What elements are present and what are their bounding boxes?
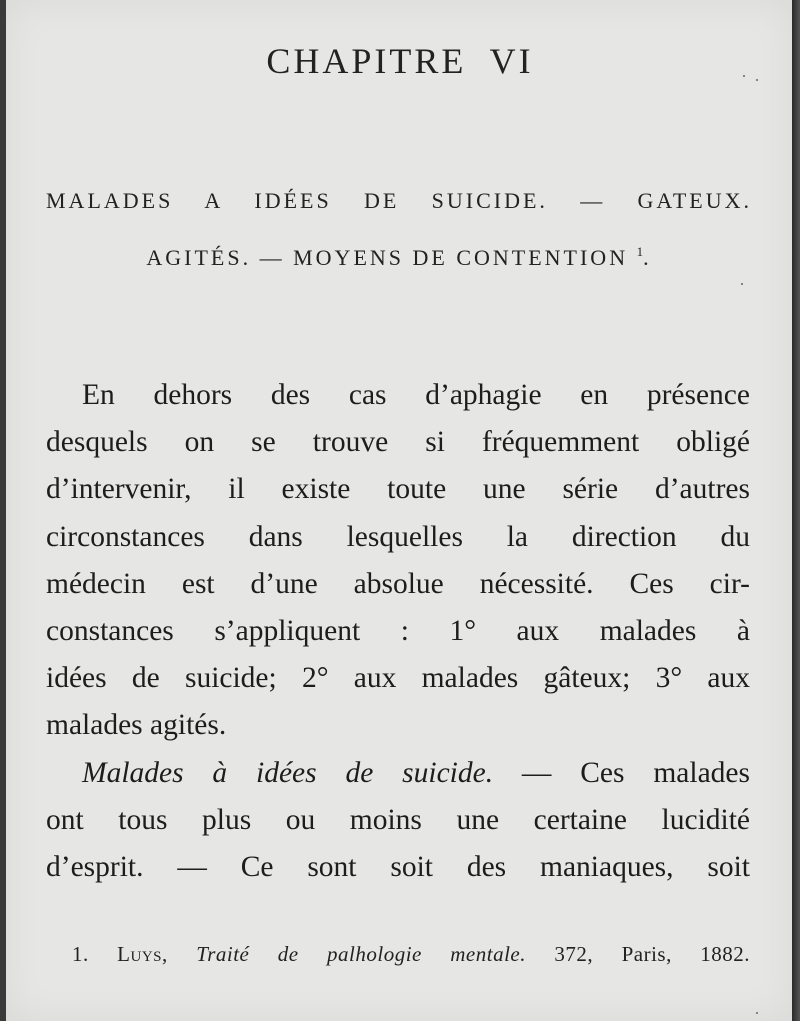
paragraph-2-line: ont tous plus ou moins une certaine lucidité xyxy=(46,803,750,836)
footnote: 1. Luys, Traité de palhologie mentale. 372, Paris, 1882. xyxy=(72,942,751,966)
paragraph-2-first-line xyxy=(46,750,750,797)
paragraph-1-line: En dehors des cas d’aphagie en présence xyxy=(82,379,750,411)
paragraph-1-line: d’intervenir, il existe toute une série d’autres xyxy=(46,473,750,506)
paper-speck xyxy=(756,1012,758,1014)
section-heading-line-1: MALADES A IDÉES DE SUICIDE. — GATEUX. xyxy=(46,188,752,213)
paper-speck xyxy=(741,283,743,285)
section-heading-end: . xyxy=(643,245,652,270)
page-edge-shadow xyxy=(792,0,800,1021)
chapter-title: CHAPITRE VI xyxy=(266,41,534,81)
paragraph-1-line: desquels on se trouve si fréquemment obligé xyxy=(46,426,750,459)
body-text xyxy=(46,372,750,891)
footnote-reference: 372, Paris, 1882. xyxy=(554,942,751,966)
section-heading-line-2 xyxy=(46,244,752,271)
footnote-marker: 1 xyxy=(636,244,644,259)
section-heading-text: AGITÉS. — MOYENS DE CONTENTION xyxy=(146,245,629,270)
paragraph-2-line: d’esprit. — Ce sont soit des maniaques, soit xyxy=(46,850,750,883)
paragraph-1-line: circonstances dans lesquelles la direction du xyxy=(46,520,750,553)
paragraph-1-line: constances s’appliquent : 1° aux malades à xyxy=(46,614,750,647)
footnote-title: Traité de palhologie mentale. xyxy=(196,942,526,966)
paragraph-1-line: idées de suicide; 2° aux malades gâteux; 3° aux xyxy=(46,662,750,695)
paragraph-2-first-line-rest: — Ces malades xyxy=(493,756,750,789)
paragraph-2-italic-heading: Malades à idées de suicide. xyxy=(82,756,494,789)
paragraph-1-line: malades agités. xyxy=(46,709,227,742)
footnote-number: 1. xyxy=(72,942,89,966)
footnote-author: Luys xyxy=(117,942,163,966)
paragraph-1-line: médecin est d’une absolue nécessité. Ces cir- xyxy=(46,567,750,600)
